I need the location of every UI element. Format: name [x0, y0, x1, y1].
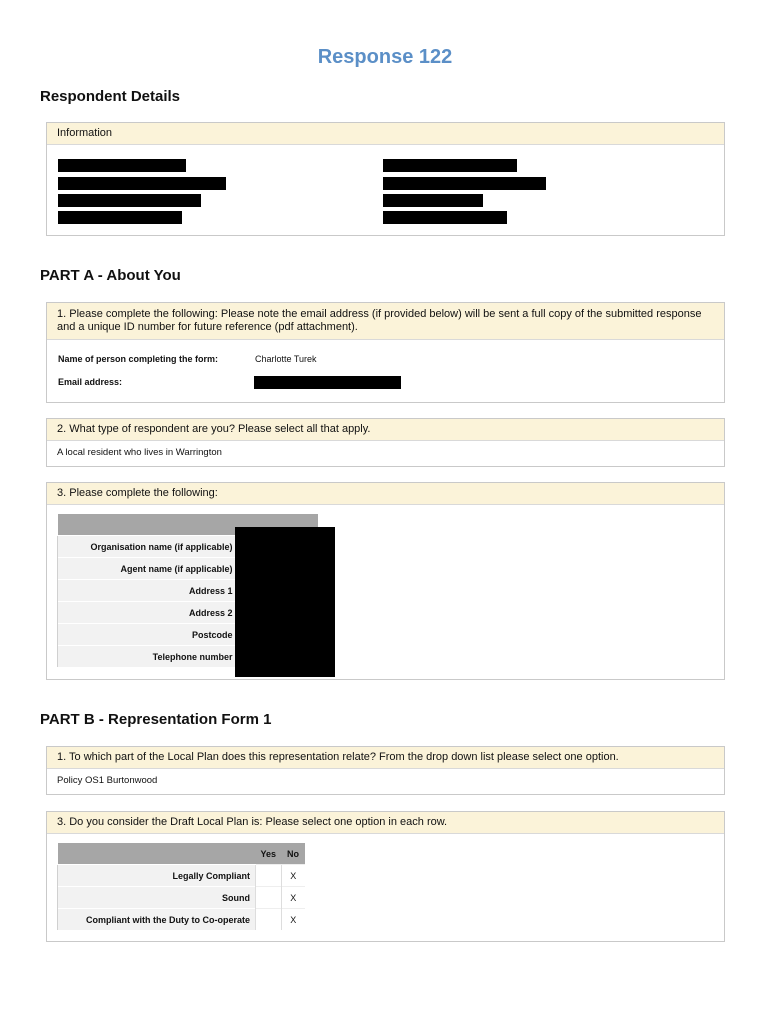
part-a-q2-answer: A local resident who lives in Warrington [57, 447, 222, 458]
table-row-label: Sound [58, 887, 256, 909]
redacted-block [58, 159, 186, 172]
table-row-label: Compliant with the Duty to Co-operate [58, 909, 256, 931]
information-header: Information [47, 123, 724, 145]
part-a-q2-question: 2. What type of respondent are you? Please select all that apply. [47, 419, 724, 441]
redacted-contact-details [235, 527, 335, 677]
table-row-label: Address 2 [58, 602, 238, 624]
table-row-label: Organisation name (if applicable) [58, 536, 238, 558]
compliance-table [57, 843, 305, 930]
table-corner-header [58, 843, 256, 865]
table-row-label: Postcode [58, 624, 238, 646]
part-a-q3-box [46, 482, 725, 680]
redacted-block [58, 211, 182, 224]
redacted-block [383, 211, 507, 224]
redacted-email [254, 376, 401, 389]
part-b-q1-question: 1. To which part of the Local Plan does this representation relate? From the drop down list please select one option. [47, 747, 724, 769]
yes-cell [256, 887, 282, 909]
table-row-label: Legally Compliant [58, 865, 256, 887]
yes-header: Yes [256, 843, 282, 865]
respondent-details-heading: Respondent Details [40, 88, 181, 105]
part-b-heading: PART B - Representation Form 1 [40, 711, 272, 728]
part-b-q3-box [46, 811, 725, 942]
redacted-block [383, 194, 483, 207]
yes-cell [256, 909, 282, 931]
part-b-q3-question: 3. Do you consider the Draft Local Plan is: Please select one option in each row. [47, 812, 724, 834]
table-corner-header [58, 514, 238, 536]
part-a-q3-question: 3. Please complete the following: [47, 483, 724, 505]
table-row-label: Address 1 [58, 580, 238, 602]
yes-cell [256, 865, 282, 887]
redacted-block [383, 159, 517, 172]
no-cell: X [281, 887, 305, 909]
no-cell: X [281, 865, 305, 887]
email-label: Email address: [58, 377, 123, 387]
part-b-q1-answer: Policy OS1 Burtonwood [57, 775, 158, 786]
part-a-heading: PART A - About You [40, 267, 181, 284]
no-header: No [281, 843, 305, 865]
redacted-block [58, 177, 226, 190]
information-box [46, 122, 725, 236]
table-row-label: Telephone number [58, 646, 238, 668]
no-cell: X [281, 909, 305, 931]
redacted-block [58, 194, 201, 207]
table-row-label: Agent name (if applicable) [58, 558, 238, 580]
redacted-block [383, 177, 546, 190]
name-value: Charlotte Turek [255, 354, 317, 364]
part-a-q1-box [46, 302, 725, 403]
part-b-q1-box [46, 746, 725, 795]
page-title: Response 122 [317, 46, 453, 68]
part-a-q1-question: 1. Please complete the following: Please note the email address (if provided below) will be sent a full copy of the submitted response and a unique ID number for future reference (pdf attachment). [47, 303, 724, 340]
part-a-q2-box [46, 418, 725, 467]
name-label: Name of person completing the form: [58, 354, 219, 364]
